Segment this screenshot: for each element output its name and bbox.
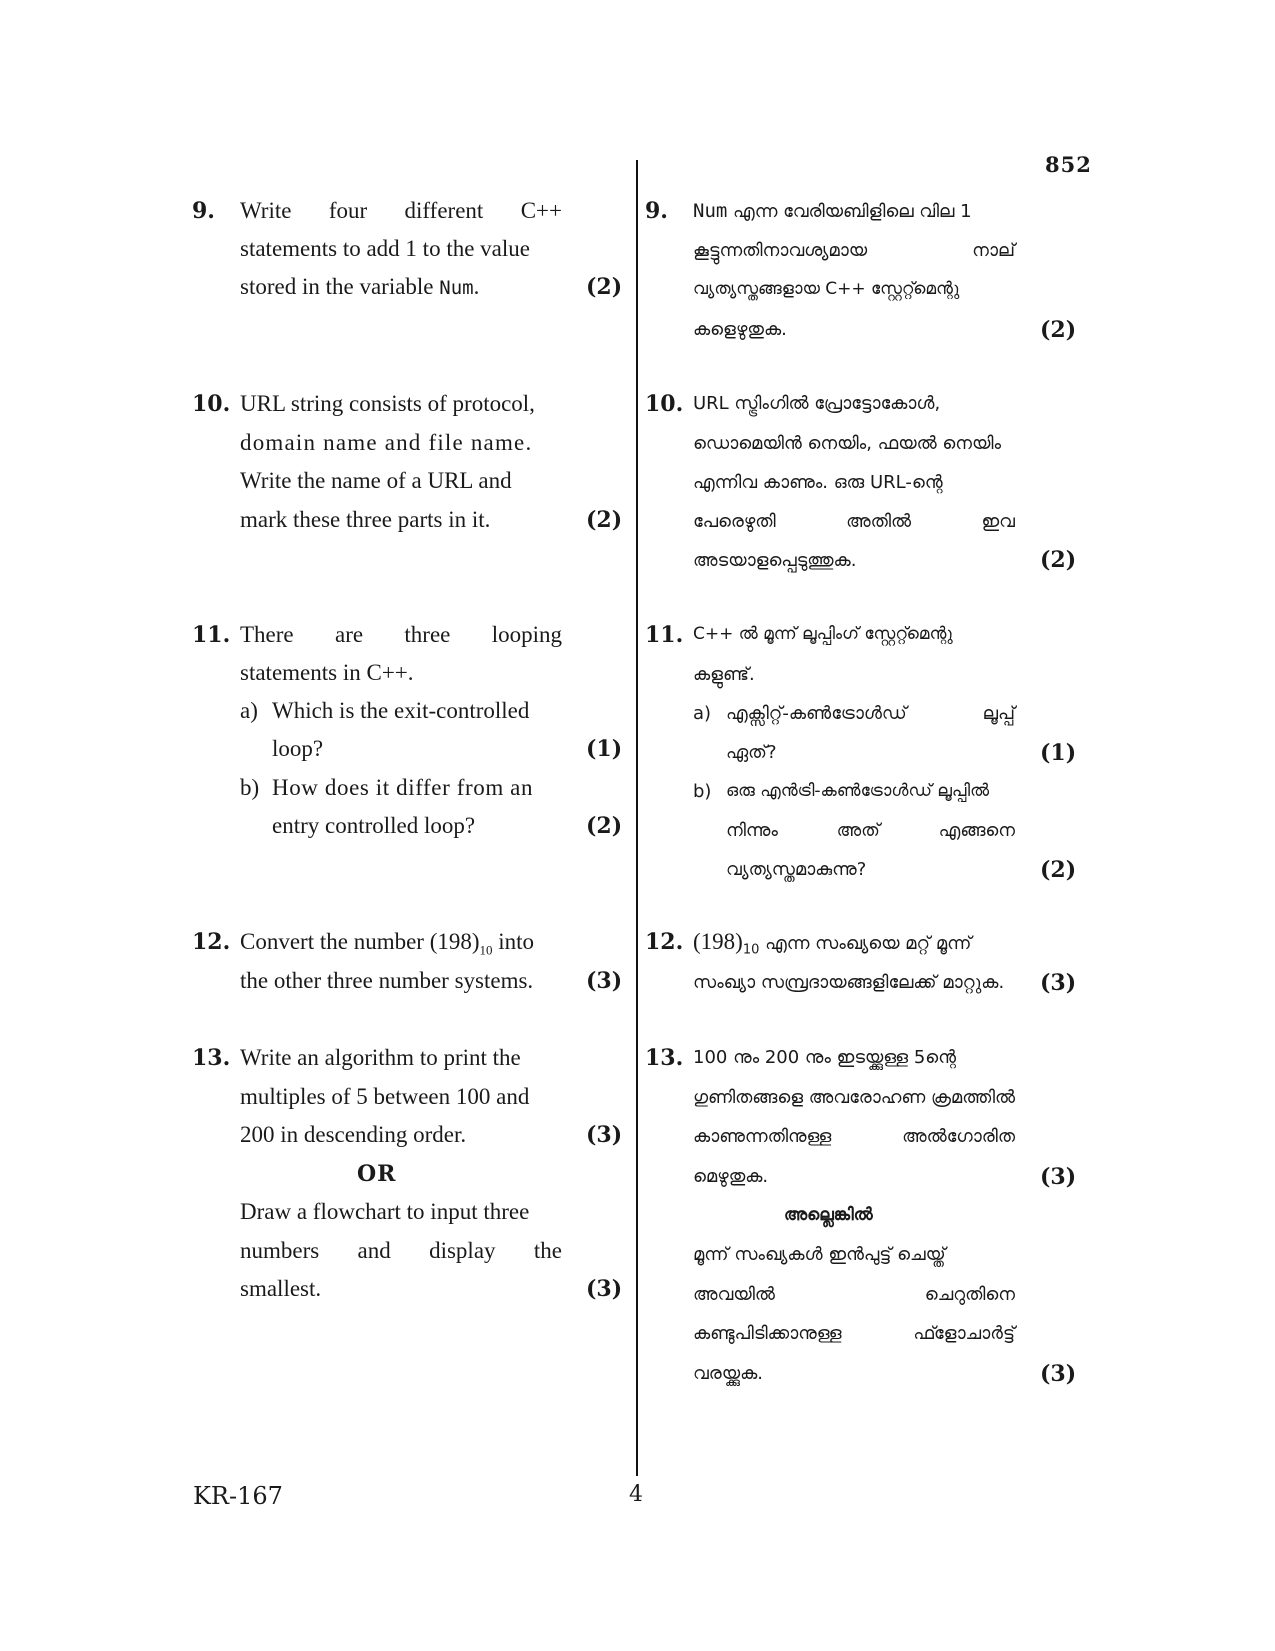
question-text: വരയ്ക്കുക. (693, 1363, 763, 1384)
question-number: 12. (645, 929, 684, 955)
marks: (1) (1040, 740, 1077, 766)
question-text: Convert the number $(198)_{10}$ into (240, 929, 535, 958)
question-number: 11. (192, 622, 231, 648)
question-text: 100 നും 200 നും ഇടയ്ക്കുള്ള 5ന്റെ (693, 1047, 957, 1068)
question-number: 12. (192, 929, 231, 955)
word: different (404, 198, 484, 223)
marks: (2) (1040, 857, 1077, 883)
question-text: mark these three parts in it. (240, 507, 491, 532)
question-text: ഗുണിതങ്ങളെ അവരോഹണ ക്രമത്തിൽ (693, 1087, 1016, 1108)
question-text: URL സ്ട്രിംഗിൽ പ്രോട്ടോകോൾ, (693, 393, 941, 414)
question-text: the other three number systems. (240, 968, 534, 993)
question-text: നിന്നും അത് എങ്ങനെ (726, 820, 1015, 841)
question-text: $(198)_{10}$ എന്ന സംഖ്യയെ മറ്റ് മൂന്ന് (693, 929, 972, 958)
marks: (3) (1040, 970, 1077, 996)
question-text: മൂന്ന് സംഖ്യകൾ ഇൻപുട്ട് ചെയ്ത് (693, 1244, 946, 1265)
marks: (3) (586, 1122, 623, 1148)
question-number: 9. (192, 198, 215, 224)
question-text: entry controlled loop? (272, 813, 476, 838)
marks: (2) (586, 274, 623, 300)
question-number: 13. (192, 1045, 231, 1071)
word: four (328, 198, 368, 223)
question-text: 200 in descending order. (240, 1122, 467, 1147)
page-number: 4 (629, 1482, 643, 1507)
question-number: 10. (192, 391, 231, 417)
sub-question-label: b) (693, 781, 712, 802)
variable-name: Num (693, 200, 728, 222)
question-text: കളെഴുതുക. (693, 319, 787, 340)
question-text: statements in C++. (240, 660, 414, 685)
marks: (2) (586, 813, 623, 839)
marks: (2) (1040, 317, 1077, 343)
question-number: 9. (645, 198, 668, 224)
sub-question-label: a) (693, 703, 712, 724)
marks: (2) (586, 507, 623, 533)
question-text: There are three looping (240, 622, 562, 647)
question-text: multiples of 5 between 100 and (240, 1084, 530, 1109)
question-text: loop? (272, 736, 324, 761)
question-text: അവയിൽ ചെറുതിനെ (693, 1284, 1015, 1305)
exam-code: KR-167 (193, 1482, 283, 1510)
question-text: ഡൊമെയിൻ നെയിം, ഫയൽ നെയിം (693, 433, 1002, 454)
marks: (1) (586, 736, 623, 762)
question-text: URL string consists of protocol, (240, 391, 535, 416)
question-text: stored in the variable Num. (240, 274, 480, 299)
question-text: കണ്ടുപിടിക്കാനുള്ള ഫ്ളോചാർട്ട് (693, 1323, 1015, 1344)
question-text: എക്സിറ്റ്-കൺട്രോൾഡ് ലൂപ്പ് (726, 703, 1015, 724)
question-text: statements to add 1 to the value (240, 236, 530, 261)
question-number: 10. (645, 391, 684, 417)
or-separator: അല്ലെങ്കിൽ (784, 1205, 873, 1225)
question-text: Draw a flowchart to input three (240, 1199, 530, 1224)
sub-question-label: b) (240, 775, 260, 800)
word: C++ (520, 198, 562, 223)
question-text: കൂട്ടുന്നതിനാവശ്യമായ നാല് (693, 240, 1015, 261)
question-text: വ്യത്യസ്തമാകുന്നു? (726, 859, 867, 880)
question-text: Write an algorithm to print the (240, 1045, 521, 1070)
question-text: ഏത്? (726, 742, 777, 763)
question-text: smallest. (240, 1276, 322, 1301)
question-text: Write the name of a URL and (240, 468, 512, 493)
question-text: അടയാളപ്പെടുത്തുക. (693, 550, 857, 571)
question-text: മെഴുതുക. (693, 1166, 769, 1187)
question-number: 13. (645, 1045, 684, 1071)
question-number: 11. (645, 622, 684, 648)
marks: (3) (586, 1276, 623, 1302)
question-text: പേരെഴുതി അതിൽ ഇവ (693, 511, 1015, 532)
column-divider (636, 160, 638, 1476)
question-text: C++ ൽ മൂന്ന് ലൂപ്പിംഗ് സ്റ്റേറ്റ്മെന്റു (693, 624, 953, 644)
question-text: Which is the exit-controlled (272, 698, 530, 723)
page-code: 852 (1045, 152, 1092, 177)
question-text: കളുണ്ട്. (693, 664, 755, 685)
question-text: domain name and file name. (240, 430, 533, 455)
word: Write (240, 198, 292, 223)
question-text: എന്നിവ കാണും. ഒരു URL-ന്റെ (693, 472, 943, 493)
question-text: numbers and display the (240, 1238, 562, 1263)
question-text: കാണുന്നതിനുള്ള അൽഗോരിത (693, 1126, 1015, 1147)
question-text: വ്യത്യസ്തങ്ങളായ C++ സ്റ്റേറ്റ്മെന്റു (693, 279, 960, 299)
question-text: How does it differ from an (272, 775, 534, 800)
sub-question-label: a) (240, 698, 258, 723)
question-text (240, 198, 562, 224)
question-text: Num എന്ന വേരിയബിളിലെ വില 1 (693, 200, 972, 222)
question-text: ഒരു എൻട്രി-കൺട്രോൾഡ് ലൂപ്പിൽ (726, 781, 990, 801)
or-separator: OR (357, 1161, 397, 1187)
variable-name: Num (439, 277, 474, 299)
marks: (3) (586, 968, 623, 994)
marks: (2) (1040, 547, 1077, 573)
question-text: സംഖ്യാ സമ്പ്രദായങ്ങളിലേക്ക് മാറ്റുക. (693, 972, 1005, 993)
marks: (3) (1040, 1361, 1077, 1387)
marks: (3) (1040, 1164, 1077, 1190)
